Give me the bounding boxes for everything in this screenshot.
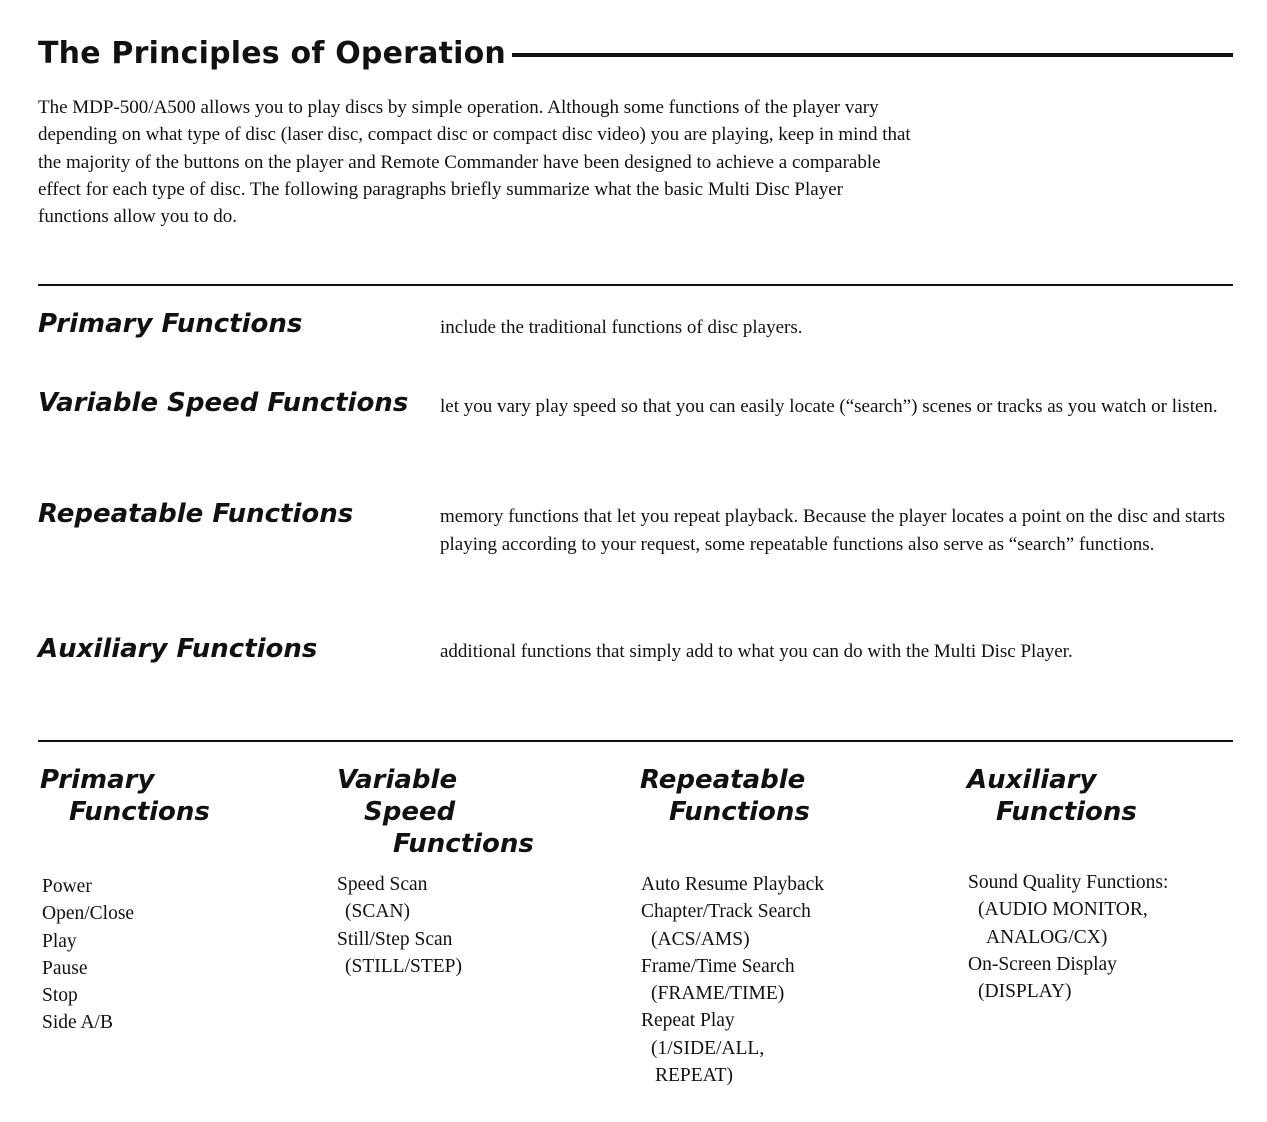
column-repeatable-functions [640, 764, 810, 828]
section-divider-top [38, 284, 1233, 286]
column-list-auxiliary [968, 869, 1168, 1005]
column-heading-line: Variable [337, 765, 458, 795]
column-heading [640, 764, 810, 828]
column-list-repeatable [641, 871, 824, 1089]
column-auxiliary-functions [967, 764, 1137, 828]
column-variable-speed-functions [337, 764, 534, 860]
list-item: Power [42, 876, 92, 897]
column-heading [337, 764, 534, 860]
column-list-primary [42, 873, 134, 1037]
list-item: (FRAME/TIME) [651, 983, 785, 1005]
section-divider-bottom [38, 740, 1233, 742]
list-item: ANALOG/CX) [986, 926, 1108, 948]
list-item: Chapter/Track Search [641, 901, 811, 923]
function-group-description-auxiliary: additional functions that simply add to what you can do with the Multi Disc Player. [440, 641, 1073, 662]
function-group-description-primary: include the traditional functions of disc players. [440, 317, 803, 338]
list-item: Sound Quality Functions: [968, 872, 1169, 893]
column-heading-line: Repeatable [640, 765, 806, 795]
column-heading [967, 764, 1137, 828]
column-heading-line: Functions [393, 829, 534, 859]
column-heading-line: Primary [40, 765, 155, 795]
list-item: (1/SIDE/ALL, [651, 1037, 765, 1059]
function-group-name-primary: Primary Functions [38, 309, 303, 339]
list-item: (SCAN) [345, 901, 411, 923]
list-item: Speed Scan [337, 874, 428, 895]
list-item: Play [42, 930, 77, 952]
list-item: (DISPLAY) [978, 981, 1072, 1003]
list-item: Repeat Play [641, 1010, 735, 1032]
function-group-name-repeatable: Repeatable Functions [38, 499, 354, 529]
title-rule [512, 53, 1233, 57]
page-title: The Principles of Operation [38, 35, 506, 71]
function-group-description-variable-speed: let you vary play speed so that you can easily locate (“search”) scenes or tracks as you watch or listen. [440, 396, 1218, 417]
list-item: Frame/Time Search [641, 955, 795, 977]
list-item: (ACS/AMS) [651, 928, 750, 950]
column-primary-functions [40, 764, 210, 828]
list-item: Pause [42, 957, 88, 979]
page-title-row [38, 30, 1233, 76]
list-item: (STILL/STEP) [345, 955, 462, 977]
intro-paragraph: The MDP-500/A500 allows you to play discs by simple operation. Although some functions of the player vary depending on what type of disc (laser disc, compact disc or compact disc video) you are playing, keep in mind that the majority of the buttons on the player and Remote Commander have been designed to achieve a comparable effect for each type of disc. The following paragraphs briefly summarize what the basic Multi Disc Player functions allow you to do. [38, 97, 911, 228]
function-group-name-auxiliary: Auxiliary Functions [38, 634, 318, 664]
column-heading-line: Functions [996, 797, 1137, 827]
column-list-variable-speed [337, 871, 462, 980]
column-heading-line: Functions [669, 797, 810, 827]
list-item: Side A/B [42, 1012, 113, 1034]
list-item: Still/Step Scan [337, 928, 453, 950]
list-item: Stop [42, 985, 78, 1007]
function-group-name-variable-speed: Variable Speed Functions [38, 388, 409, 418]
list-item: On-Screen Display [968, 953, 1117, 975]
list-item: Open/Close [42, 903, 135, 925]
list-item: Auto Resume Playback [641, 874, 825, 895]
column-heading-line: Functions [69, 797, 210, 827]
column-heading [40, 764, 210, 828]
column-heading-line: Speed [364, 797, 456, 827]
function-group-description-repeatable: memory functions that let you repeat playback. Because the player locates a point on the disc and starts playing according to your request, some repeatable functions also serve as “search” functions. [440, 506, 1226, 555]
column-heading-line: Auxiliary [967, 765, 1097, 795]
list-item: (AUDIO MONITOR, [978, 899, 1148, 921]
list-item: REPEAT) [655, 1065, 733, 1087]
